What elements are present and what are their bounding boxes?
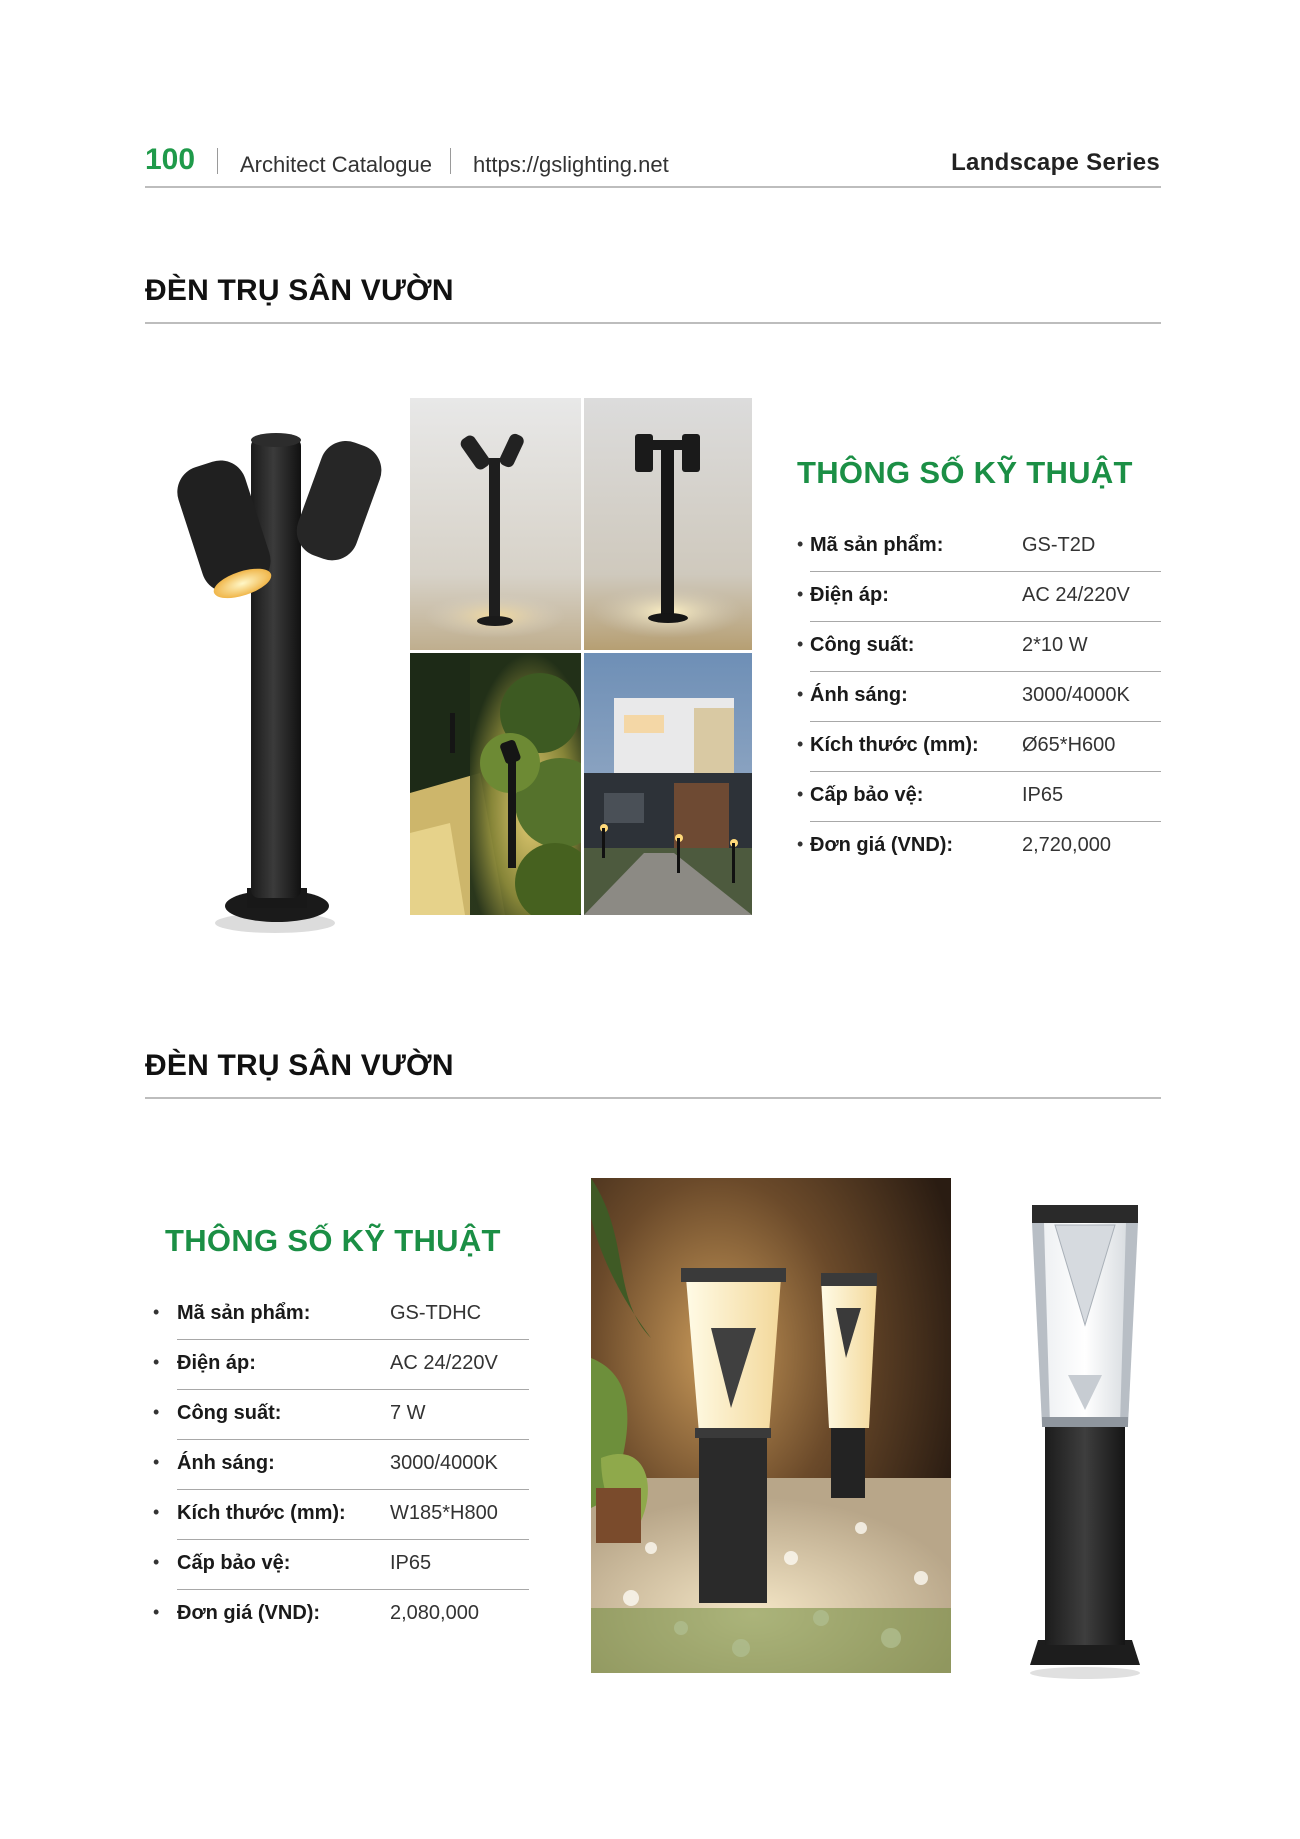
bullet: • xyxy=(797,584,804,604)
spec-value: IP65 xyxy=(1022,784,1064,806)
bullet: • xyxy=(153,1602,160,1622)
spec-value: 2,720,000 xyxy=(1022,834,1111,856)
spec-label: Kích thước (mm): xyxy=(177,1502,346,1524)
bullet: • xyxy=(797,534,804,554)
product-photo-studio-2 xyxy=(584,398,752,650)
bullet: • xyxy=(153,1402,160,1422)
spec-label: Điện áp: xyxy=(177,1352,256,1374)
spec-value: 3000/4000K xyxy=(390,1452,498,1474)
spec-value: 3000/4000K xyxy=(1022,684,1130,706)
spec-value: GS-T2D xyxy=(1022,534,1096,556)
bullet: • xyxy=(797,684,804,704)
spec-label: Đơn giá (VND): xyxy=(177,1602,321,1624)
spec-label: Kích thước (mm): xyxy=(810,734,979,756)
spec-label: Công suất: xyxy=(810,634,915,656)
bullet: • xyxy=(797,734,804,754)
series-name: Landscape Series xyxy=(951,149,1160,176)
header-rule xyxy=(145,186,1161,188)
spec-row-light xyxy=(797,672,1161,722)
spec-label: Mã sản phẩm: xyxy=(810,534,944,556)
spec-title: THÔNG SỐ KỸ THUẬT xyxy=(165,1223,501,1258)
product-image-gs-t2d xyxy=(165,418,385,936)
product-photo-garden-night xyxy=(591,1178,951,1673)
spec-row-power xyxy=(797,622,1161,672)
spec-value: 7 W xyxy=(390,1402,426,1424)
product-image-gs-tdhc xyxy=(1020,1185,1150,1680)
section-rule xyxy=(145,1097,1161,1099)
product-photo-studio-1 xyxy=(410,398,581,650)
spec-row-product-code xyxy=(797,522,1161,572)
spec-label: Ánh sáng: xyxy=(177,1452,275,1474)
website-url[interactable]: https://gslighting.net xyxy=(473,152,669,177)
header-separator xyxy=(217,148,218,174)
spec-row-product-code xyxy=(153,1290,529,1340)
spec-row-protection xyxy=(153,1540,529,1590)
spec-row-voltage xyxy=(153,1340,529,1390)
spec-value: IP65 xyxy=(390,1552,432,1574)
bullet: • xyxy=(153,1452,160,1472)
spec-label: Cấp bảo vệ: xyxy=(177,1552,291,1574)
spec-row-light xyxy=(153,1440,529,1490)
spec-row-protection xyxy=(797,772,1161,822)
bullet: • xyxy=(153,1502,160,1522)
spec-row-price xyxy=(797,822,1161,872)
header-separator xyxy=(450,148,451,174)
product-photo-house-exterior xyxy=(584,653,752,915)
spec-label: Đơn giá (VND): xyxy=(810,834,954,856)
bullet: • xyxy=(153,1552,160,1572)
section-title: ĐÈN TRỤ SÂN VƯỜN xyxy=(145,1049,454,1082)
spec-value: 2*10 W xyxy=(1022,634,1088,656)
spec-value: GS-TDHC xyxy=(390,1302,482,1324)
spec-label: Công suất: xyxy=(177,1402,282,1424)
section-title: ĐÈN TRỤ SÂN VƯỜN xyxy=(145,274,454,307)
product-photo-garden-path xyxy=(410,653,581,915)
bullet: • xyxy=(797,784,804,804)
spec-row-dimensions xyxy=(153,1490,529,1540)
page-number: 100 xyxy=(145,143,196,176)
spec-value: W185*H800 xyxy=(390,1502,498,1524)
bullet: • xyxy=(797,834,804,854)
spec-label: Ánh sáng: xyxy=(810,684,908,706)
spec-value: AC 24/220V xyxy=(1022,584,1130,606)
bullet: • xyxy=(153,1302,160,1322)
catalogue-name: Architect Catalogue xyxy=(240,152,432,177)
spec-row-price xyxy=(153,1590,529,1640)
spec-row-power xyxy=(153,1390,529,1440)
spec-value: 2,080,000 xyxy=(390,1602,479,1624)
spec-value: Ø65*H600 xyxy=(1022,734,1116,756)
section-rule xyxy=(145,322,1161,324)
spec-label: Cấp bảo vệ: xyxy=(810,784,924,806)
bullet: • xyxy=(797,634,804,654)
spec-value: AC 24/220V xyxy=(390,1352,498,1374)
spec-label: Mã sản phẩm: xyxy=(177,1302,311,1324)
spec-row-dimensions xyxy=(797,722,1161,772)
bullet: • xyxy=(153,1352,160,1372)
spec-row-voltage xyxy=(797,572,1161,622)
spec-title: THÔNG SỐ KỸ THUẬT xyxy=(797,455,1133,490)
spec-table-gs-t2d xyxy=(797,522,1161,872)
spec-table-gs-tdhc xyxy=(153,1290,529,1640)
spec-label: Điện áp: xyxy=(810,584,889,606)
